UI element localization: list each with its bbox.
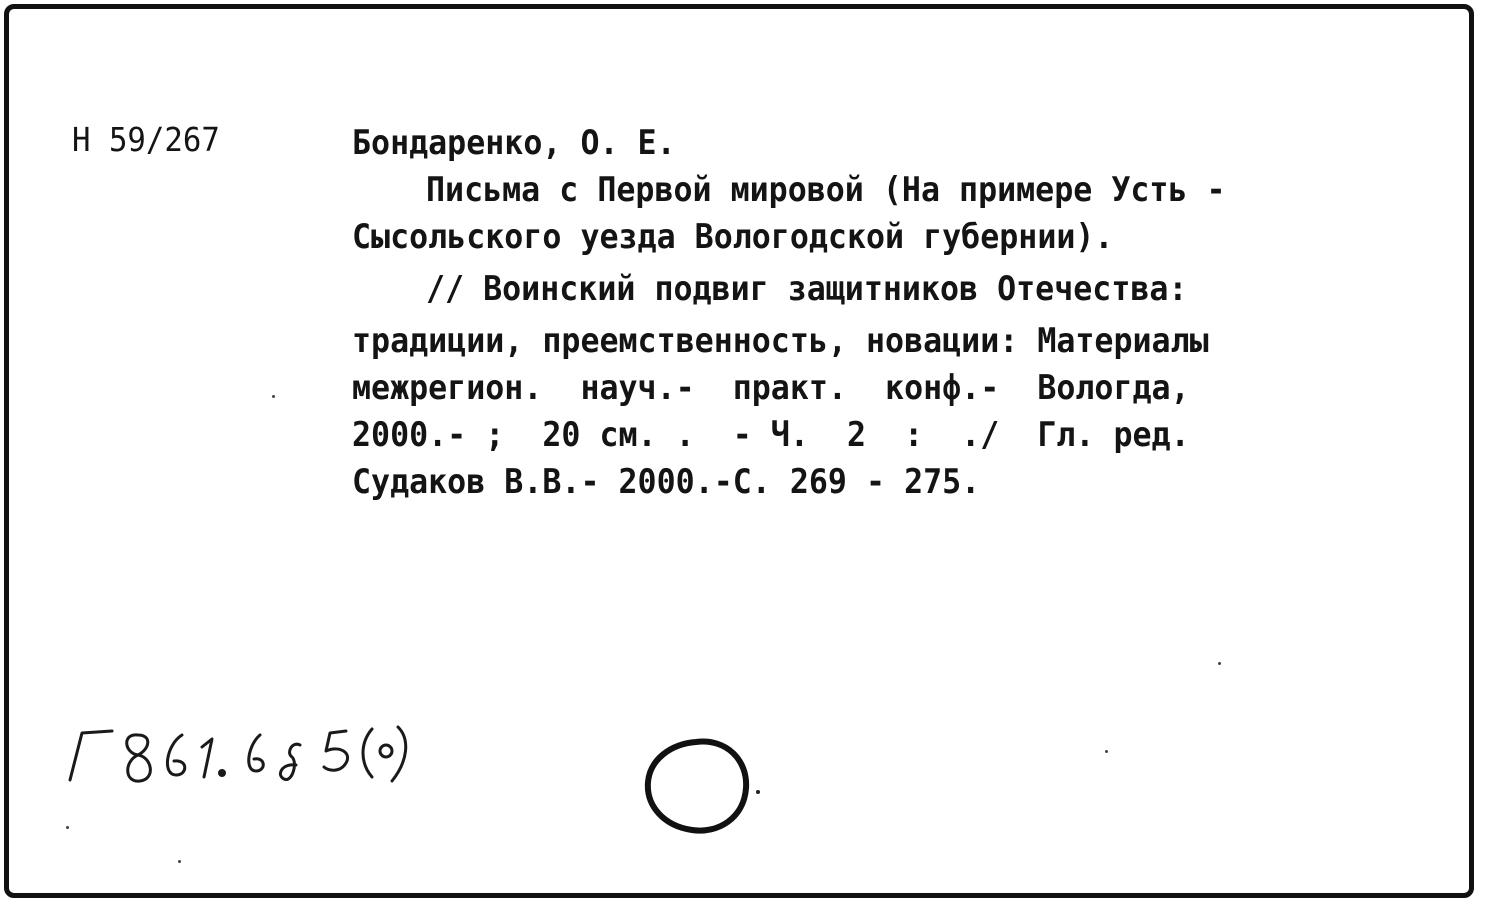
title-line-1: Письма с Первой мировой (На примере Усть - <box>426 170 1226 210</box>
shelfmark: Н 59/267 <box>72 120 220 159</box>
source-line-1: // Воинский подвиг защитников Отечества: <box>426 269 1188 309</box>
scan-speck <box>66 826 69 829</box>
stamp-circle <box>634 730 764 850</box>
handwritten-code <box>60 705 540 815</box>
scan-speck <box>1218 662 1221 665</box>
source-line-4: 2000.- ; 20 см. . - Ч. 2 : ./ Гл. ред. <box>352 415 1190 455</box>
author-line: Бондаренко, О. Е. <box>352 123 676 163</box>
scan-speck <box>272 395 275 398</box>
scan-speck <box>1105 750 1108 753</box>
source-line-3: межрегион. науч.- практ. конф.- Вологда, <box>352 368 1190 408</box>
source-line-2: традиции, преемственность, новации: Материалы <box>352 321 1209 361</box>
title-line-2: Сысольского уезда Вологодской губернии). <box>352 217 1114 257</box>
scan-speck <box>178 860 181 863</box>
source-line-5: Судаков В.В.- 2000.-С. 269 - 275. <box>352 462 981 502</box>
